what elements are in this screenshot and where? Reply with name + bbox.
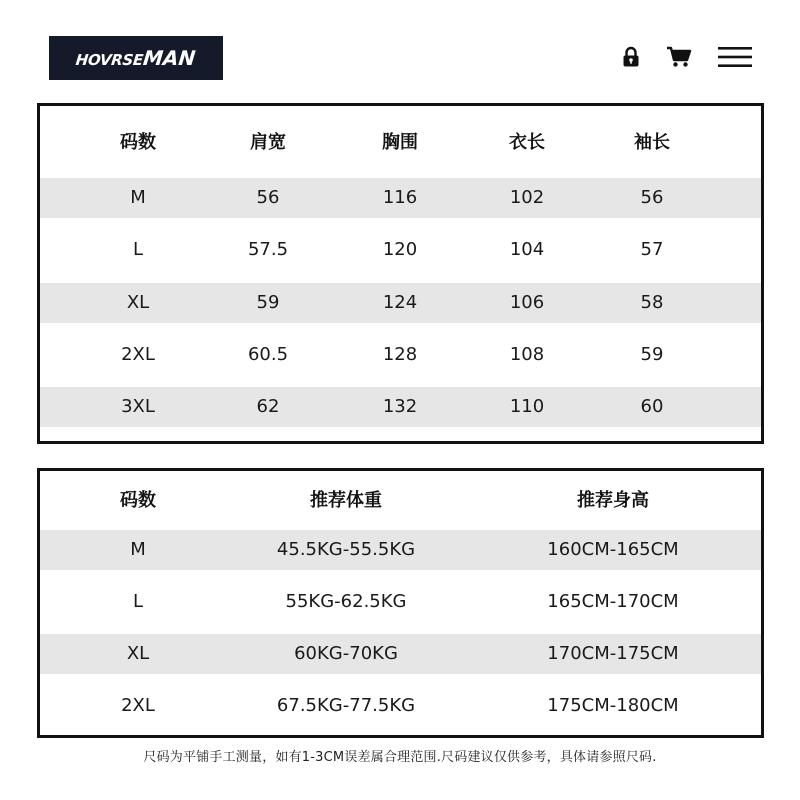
table-cell: 132 bbox=[382, 396, 418, 417]
table-cell: 56 bbox=[640, 187, 664, 208]
table-row bbox=[40, 686, 761, 726]
brand-logo-text bbox=[75, 46, 197, 70]
table-row bbox=[40, 582, 761, 622]
table-row bbox=[40, 530, 761, 570]
table-cell: 102 bbox=[509, 187, 545, 208]
table-cell: 106 bbox=[509, 292, 545, 313]
brand-suffix: MAN bbox=[142, 46, 197, 70]
table-cell: XL bbox=[126, 292, 150, 313]
table-cell: M bbox=[130, 539, 146, 560]
table-row bbox=[40, 230, 761, 270]
table-cell: 165CM-170CM bbox=[547, 591, 679, 612]
table-cell: 128 bbox=[382, 344, 418, 365]
table-cell: 58 bbox=[640, 292, 664, 313]
table-cell: 57 bbox=[640, 239, 664, 260]
table-row bbox=[40, 283, 761, 323]
column-header: 衣长 bbox=[509, 132, 545, 153]
header-actions bbox=[622, 42, 752, 72]
column-header: 码数 bbox=[120, 490, 156, 511]
table-header-row bbox=[40, 481, 761, 521]
table-cell: 57.5 bbox=[247, 239, 289, 260]
table-row bbox=[40, 335, 761, 375]
table-cell: 110 bbox=[509, 396, 545, 417]
table-header-row bbox=[40, 123, 761, 163]
table-row bbox=[40, 387, 761, 427]
table-cell: 104 bbox=[509, 239, 545, 260]
table-cell: 56 bbox=[256, 187, 280, 208]
column-header: 推荐身高 bbox=[577, 490, 649, 511]
table-cell: 60KG-70KG bbox=[294, 643, 398, 664]
table-cell: 55KG-62.5KG bbox=[285, 591, 407, 612]
table-cell: 108 bbox=[509, 344, 545, 365]
size-recommendation-table bbox=[37, 468, 764, 738]
measurement-note: 尺码为平铺手工测量，如有1-3CM误差属合理范围.尺码建议仅供参考，具体请参照尺码. bbox=[143, 750, 657, 765]
table-cell: XL bbox=[126, 643, 150, 664]
column-header: 肩宽 bbox=[250, 132, 286, 153]
table-cell: 62 bbox=[256, 396, 280, 417]
table-cell: M bbox=[130, 187, 146, 208]
table-cell: 160CM-165CM bbox=[547, 539, 679, 560]
size-measurement-table bbox=[37, 103, 764, 444]
table-cell: 120 bbox=[382, 239, 418, 260]
cart-icon[interactable] bbox=[666, 46, 692, 68]
table-cell: 60.5 bbox=[247, 344, 289, 365]
brand-logo[interactable] bbox=[49, 36, 223, 80]
column-header: 胸围 bbox=[382, 132, 418, 153]
table-cell: 170CM-175CM bbox=[547, 643, 679, 664]
table-cell: 59 bbox=[256, 292, 280, 313]
table-cell: 124 bbox=[382, 292, 418, 313]
column-header: 袖长 bbox=[634, 132, 670, 153]
table-row bbox=[40, 178, 761, 218]
menu-icon[interactable] bbox=[718, 46, 752, 68]
lock-icon[interactable] bbox=[622, 46, 640, 68]
table-cell: 60 bbox=[640, 396, 664, 417]
table-cell: L bbox=[132, 239, 144, 260]
column-header: 推荐体重 bbox=[310, 490, 382, 511]
table-cell: 59 bbox=[640, 344, 664, 365]
table-cell: 45.5KG-55.5KG bbox=[276, 539, 416, 560]
table-row bbox=[40, 634, 761, 674]
table-cell: 116 bbox=[382, 187, 418, 208]
brand-prefix: HOVRSE bbox=[75, 51, 145, 69]
table-cell: 175CM-180CM bbox=[547, 695, 679, 716]
table-cell: 2XL bbox=[121, 344, 155, 365]
table-cell: 3XL bbox=[121, 396, 155, 417]
column-header: 码数 bbox=[120, 132, 156, 153]
table-cell: L bbox=[132, 591, 144, 612]
table-cell: 67.5KG-77.5KG bbox=[276, 695, 416, 716]
table-cell: 2XL bbox=[121, 695, 155, 716]
